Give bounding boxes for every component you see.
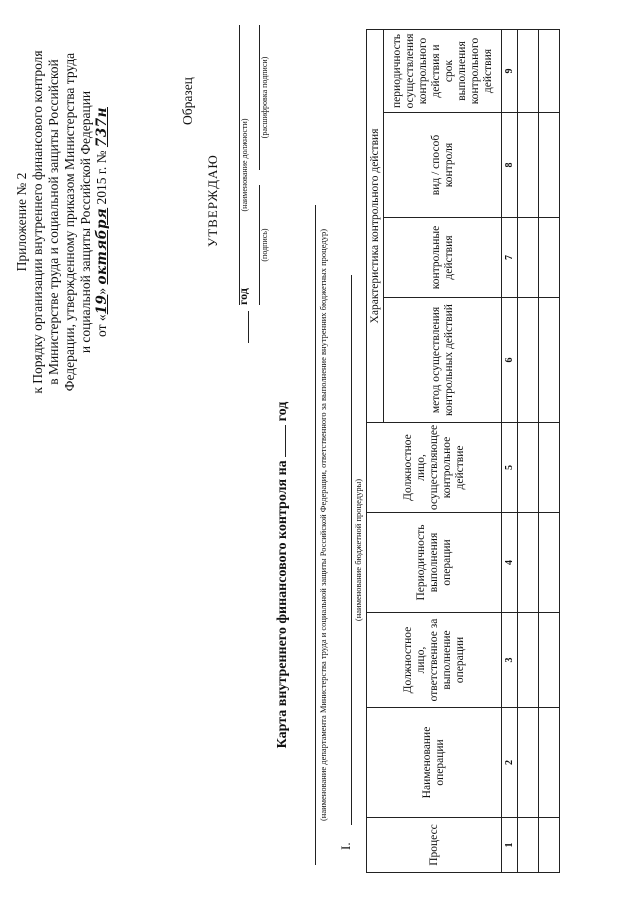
table-cell xyxy=(539,708,560,818)
appendix-number: Приложение № 2 xyxy=(14,172,29,272)
header-line-1: к Порядку организации внутреннего финансового контроля xyxy=(30,50,45,394)
approve-year-blank xyxy=(248,311,249,343)
date-day: 19 xyxy=(94,294,110,315)
table-cell xyxy=(539,513,560,613)
col-group-header-control-characteristics: Характеристика контрольного действия xyxy=(367,29,384,422)
approve-year-word: год xyxy=(236,288,250,305)
signature-caption: (подпись) xyxy=(260,228,269,262)
table-cell xyxy=(518,708,539,818)
column-number: 8 xyxy=(502,113,518,218)
date-year: 2015 г. № xyxy=(94,150,109,205)
table-cell xyxy=(518,29,539,112)
col-header-operation-frequency: Периодичность выполнения операции xyxy=(367,513,502,613)
col-header-control-type: вид / способ контроля xyxy=(384,113,502,218)
table-cell xyxy=(518,218,539,298)
order-date-line xyxy=(94,7,110,437)
procedure-line xyxy=(350,275,352,825)
department-caption: (наименование департамента Министерства труда и социальной защиты Российской Федерации, ответственного за выполнение внутренних бюджетных процедур) xyxy=(318,228,328,822)
column-number: 3 xyxy=(502,613,518,708)
table-cell xyxy=(539,818,560,873)
column-number: 6 xyxy=(502,298,518,423)
table-cell xyxy=(539,218,560,298)
page-title xyxy=(275,265,291,885)
date-prefix: от « xyxy=(94,314,109,337)
table-cell xyxy=(518,113,539,218)
order-number: 737н xyxy=(94,107,110,148)
department-line xyxy=(314,205,316,865)
date-month: октября xyxy=(94,207,110,285)
decoding-caption: (расшифровка подписи) xyxy=(260,56,269,139)
table-cell xyxy=(539,29,560,112)
col-header-process: Процесс xyxy=(367,818,502,873)
table-cell xyxy=(539,613,560,708)
table-cell xyxy=(539,423,560,513)
column-number: 4 xyxy=(502,513,518,613)
table-cell xyxy=(518,818,539,873)
column-number-row xyxy=(502,29,518,872)
table-cell xyxy=(518,513,539,613)
approve-label: УТВЕРЖДАЮ xyxy=(205,154,220,247)
header-line-4: и социальной защиты Российской Федерации xyxy=(78,90,93,354)
table-row xyxy=(518,29,539,872)
appendix-header xyxy=(14,7,110,437)
column-number: 5 xyxy=(502,423,518,513)
header-line-2: в Министерстве труда и социальной защиты Российской xyxy=(46,59,61,385)
column-number: 1 xyxy=(502,818,518,873)
title-year-word: год xyxy=(275,401,290,422)
table-cell xyxy=(539,298,560,423)
table-cell xyxy=(539,113,560,218)
section-roman: I. xyxy=(338,842,353,850)
table-cell xyxy=(518,613,539,708)
control-table xyxy=(366,29,560,873)
column-number: 7 xyxy=(502,218,518,298)
column-number: 2 xyxy=(502,708,518,818)
table-cell xyxy=(518,298,539,423)
table-row xyxy=(539,29,560,872)
col-header-controlling-person: Должностное лицо, осуществляющее контрольное действие xyxy=(367,423,502,513)
header-line-3: Федерации, утвержденному приказом Министерства труда xyxy=(62,52,77,392)
table-cell xyxy=(518,423,539,513)
title-year-blank xyxy=(276,425,286,457)
col-header-operation-name: Наименование операции xyxy=(367,708,502,818)
date-mid: » xyxy=(94,287,109,295)
header-row-1 xyxy=(367,29,384,872)
position-caption: (наименование должности) xyxy=(240,118,249,212)
col-header-control-method: метод осуществления контрольных действий xyxy=(384,298,502,423)
sample-label: Образец xyxy=(180,77,195,125)
column-number: 9 xyxy=(502,29,518,112)
procedure-caption: (наименование бюджетной процедуры) xyxy=(353,478,363,622)
title-text: Карта внутреннего финансового контроля на xyxy=(275,460,290,749)
col-header-responsible-person: Должностное лицо, ответственное за выполнение операции xyxy=(367,613,502,708)
col-header-control-actions: контрольные действия xyxy=(384,218,502,298)
col-header-control-frequency: периодичность осуществления контрольного действия и срок выполнения контрольного действия xyxy=(384,29,502,112)
